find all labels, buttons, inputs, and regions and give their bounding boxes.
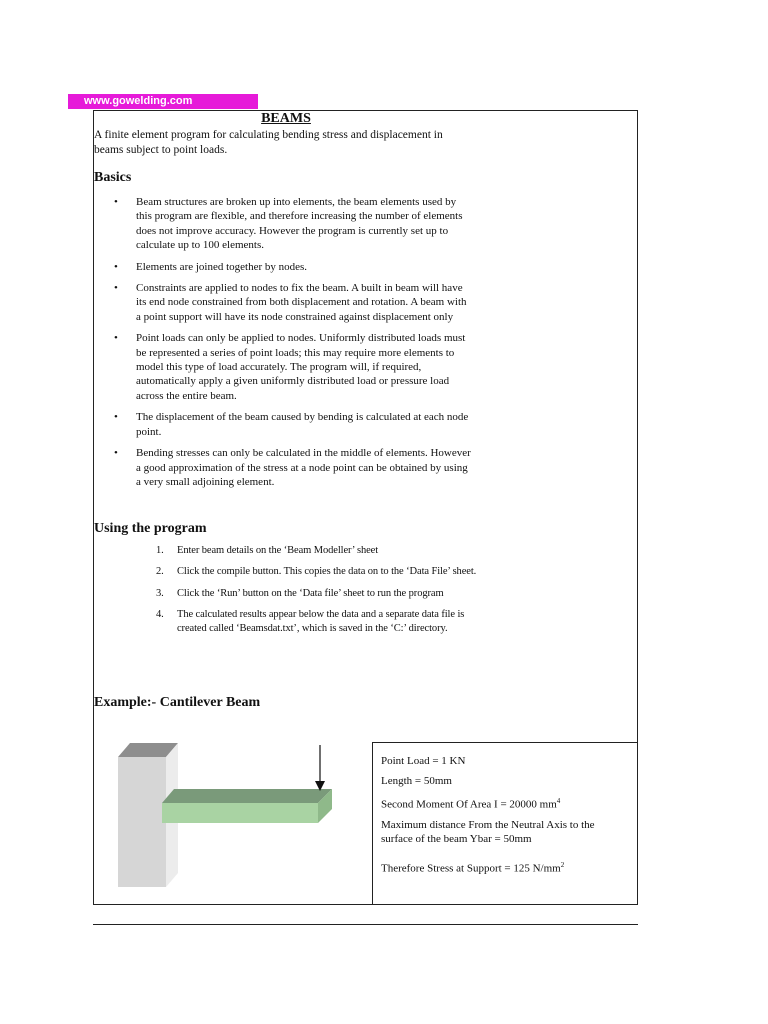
- list-item: • Beam structures are broken up into elements, the beam elements used by this program are flexible, and therefore increasing the number of elements does not improve accuracy. However the program is currently set up to calculate up to 100 elements.: [114, 196, 463, 252]
- page-title: BEAMS: [261, 111, 311, 126]
- bullet-icon: •: [114, 196, 118, 208]
- step-item: 1. Enter beam details on the ‘Beam Modeller’ sheet: [156, 545, 379, 556]
- bullet-icon: •: [114, 260, 118, 273]
- bullet-icon: •: [114, 411, 118, 424]
- cantilever-beam-diagram: [110, 735, 350, 895]
- using-heading: Using the program: [94, 521, 207, 536]
- example-info-box: [372, 742, 638, 905]
- list-item: • The displacement of the beam caused by bending is calculated at each node point.: [114, 411, 469, 438]
- bullet-icon: •: [114, 332, 118, 345]
- website-banner[interactable]: www.gowelding.com: [68, 94, 258, 109]
- step-item: 3. Click the ‘Run’ button on the ‘Data file’ sheet to run the program: [156, 587, 444, 599]
- beam-front-face: [162, 803, 318, 823]
- point-load-text: Point Load = 1 KN: [381, 755, 466, 767]
- step-item: 2. Click the compile button. This copies the data on to the ‘Data File’ sheet.: [156, 566, 477, 578]
- length-text: Length = 50mm: [381, 775, 452, 787]
- list-item: • Elements are joined together by nodes.: [114, 260, 308, 273]
- wall-front-face: [118, 757, 166, 887]
- list-item: • Point loads can only be applied to nodes. Uniformly distributed loads must be represented a series of point loads; this may require more elements to model this type of load accurately. The program will, if required, automatically apply a given uniformly distributed load or pressure load across the entire beam.: [114, 332, 466, 402]
- stress-text: Therefore Stress at Support = 125 $N/mm^2$: [381, 860, 565, 875]
- intro-text: A finite element program for calculating bending stress and displacement in beams subject to point loads.: [94, 129, 443, 156]
- basics-list: [94, 195, 474, 496]
- step-item: 4. The calculated results appear below the data and a separate data file is created called ‘Beamsdat.txt’, which is saved in the ‘C:’ directory.: [156, 608, 465, 635]
- list-item: • Bending stresses can only be calculated in the middle of elements. However a good approximation of the stress at a node point can be obtained by using a very small adjoining element.: [114, 447, 471, 488]
- bottom-rule: [93, 924, 638, 925]
- list-item: • Constraints are applied to nodes to fix the beam. A built in beam will have its end node constrained from both displacement and rotation. A beam with a point support will have its node constrained against displacement only: [114, 282, 467, 323]
- max-distance-text: Maximum distance From the Neutral Axis to the surface of the beam Ybar = 50mm: [381, 818, 595, 845]
- basics-heading: Basics: [94, 170, 132, 185]
- steps-list: [150, 544, 480, 643]
- second-moment-text: Second Moment Of Area I = 20000 $mm^4$: [381, 797, 561, 811]
- bullet-icon: •: [114, 282, 118, 295]
- example-heading: Example:- Cantilever Beam: [94, 695, 261, 710]
- beam-top-face: [162, 789, 332, 803]
- bullet-icon: •: [114, 447, 118, 460]
